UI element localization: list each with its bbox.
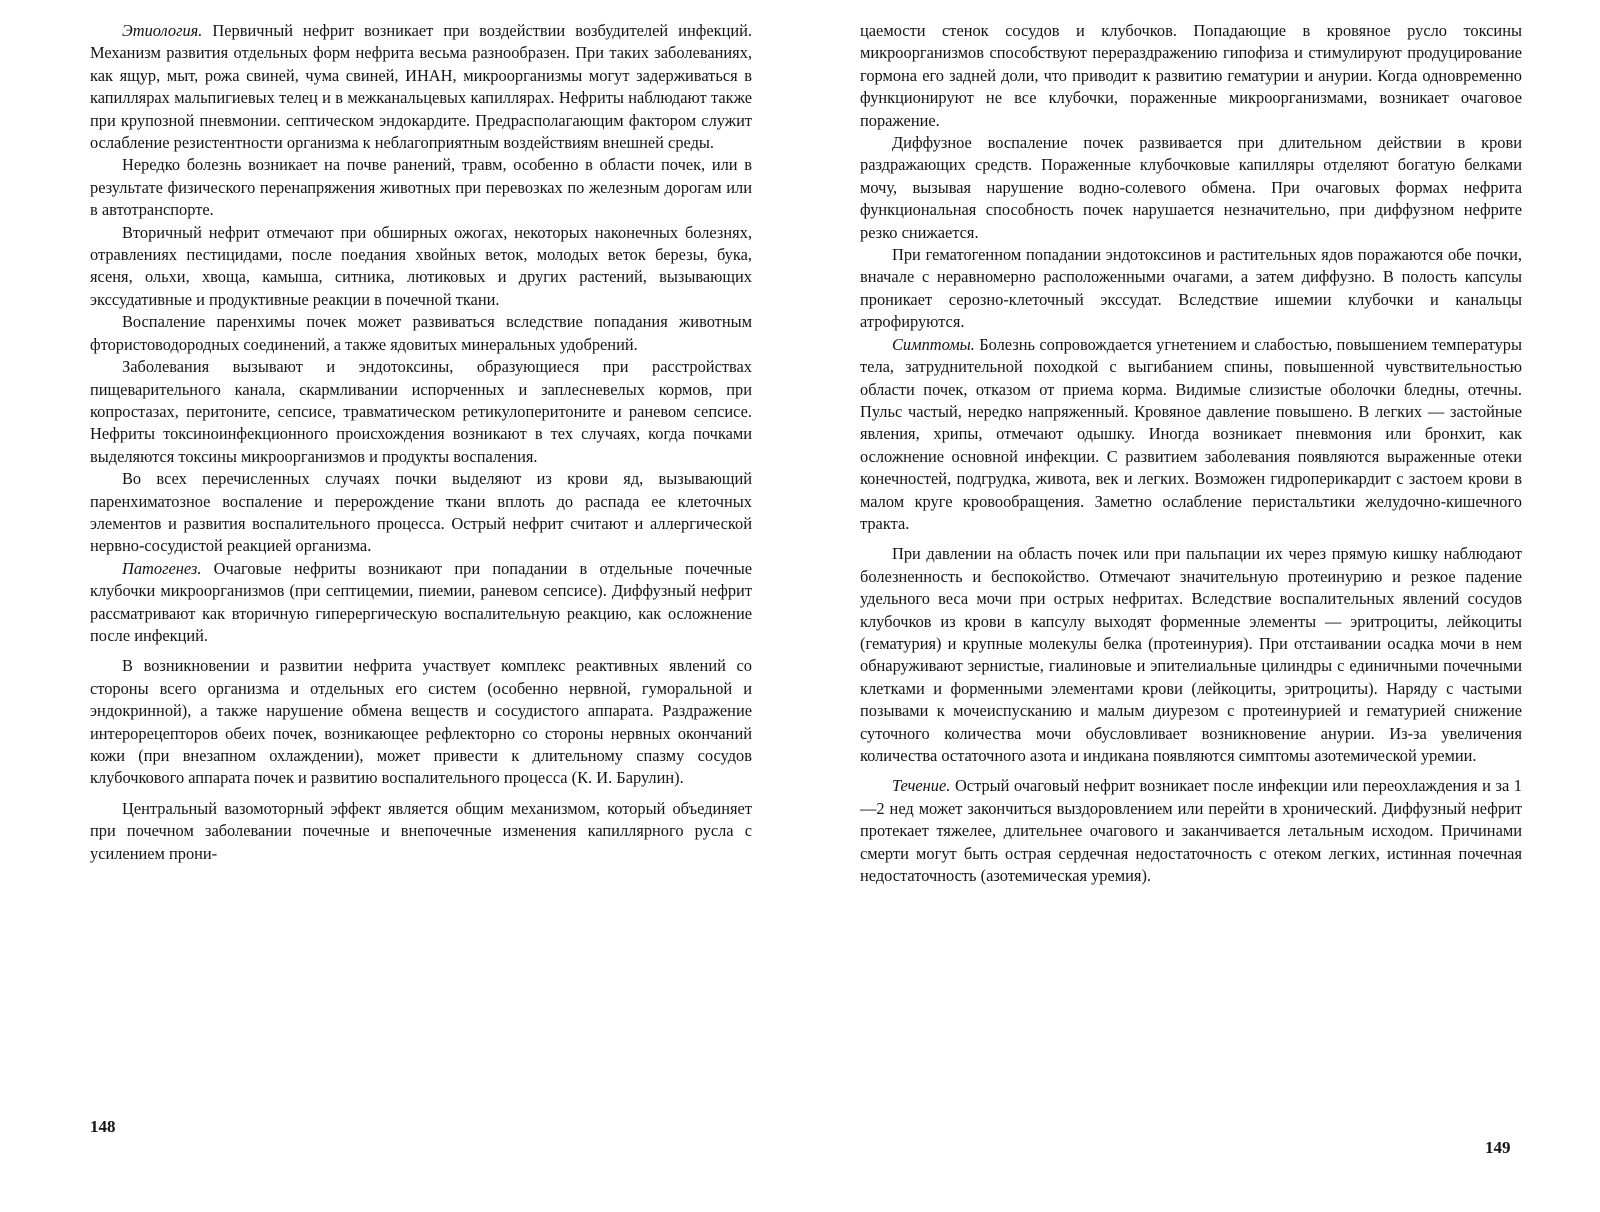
paragraph: Диффузное воспаление почек развивается при длительном действии в крови раздражающих средств. Пораженные клубочковые капилляры отделяют богатую белками мочу, вызывая нарушение водно-солевого обмена. При очаговых формах нефрита функциональная способность почек нарушается незначительно, при диффузном нефрите резко снижается. — [860, 133, 1522, 242]
left-page — [90, 20, 752, 865]
paragraph: Заболевания вызывают и эндотоксины, образующиеся при расстройствах пищеварительного канала, скармливании испорченных и заплесневелых кормов, при копростазах, перитоните, сепсисе, травматическом ретикулоперитоните и раневом сепсисе. Нефриты токсиноинфекционного происхождения возникают в тех случаях, когда почками выделяются токсины микроорганизмов и продукты воспаления. — [90, 357, 752, 466]
paragraph-text: Очаговые нефриты возникают при попадании в отдельные почечные клубочки микроорганизмов (при септицемии, пиемии, раневом сепсисе). Диффузный нефрит рассматривают как вторичную гиперергическую воспалительную реакцию, как осложнение после инфекций. — [90, 558, 752, 645]
paragraph-text: Болезнь сопровождается угнетением и слабостью, повышением температуры тела, затруднительной походкой с выгибанием спины, повышенной чувствительностью области почек, отказом от приема корма. Видимые слизистые оболочки бледны, отечны. Пульс частый, нередко напряженный. Кровяное давление повышено. В легких — застойные явления, хрипы, отмечают одышку. Иногда возникает пневмония или бронхит, как осложнение основной инфекции. С развитием заболевания появляются выраженные отеки конечностей, подгрудка, живота, век и легких. Возможен гидроперикардит с застоем крови в малом круге кровообращения. Заметно ослабление перистальтики желудочно-кишечного тракта. — [860, 334, 1522, 533]
paragraph: В возникновении и развитии нефрита участвует комплекс реактивных явлений со стороны всего организма и отдельных его систем (особенно нервной, гуморальной и эндокринной), а также нарушение обмена веществ и сосудистого аппарата. Раздражение интерорецепторов обеих почек, возникающее рефлекторно со стороны нервных окончаний кожи (при внезапном охлаждении), может привести к длительному спазму сосудов клубочкового аппарата почек и развитию воспалительного процесса (К. И. Барулин). — [90, 656, 752, 788]
section-heading-symptoms: Симптомы. — [892, 334, 975, 354]
page-number-left: 148 — [90, 1117, 116, 1136]
paragraph: При гематогенном попадании эндотоксинов и растительных ядов поражаются обе почки, вначале с неравномерно расположенными очагами, а затем диффузно. В полость капсулы проникает серозно-клеточный экссудат. Вследствие ишемии клубочки и канальцы атрофируются. — [860, 245, 1522, 332]
paragraph-text: Первичный нефрит возникает при воздействии возбудителей инфекций. Механизм развития отдельных форм нефрита весьма разнообразен. При таких заболеваниях, как ящур, мыт, рожа свиней, чума свиней, ИНАН, микроорганизмы могут задерживаться в капиллярах мальпигиевых телец и в межканальцевых капиллярах. Нефриты наблюдают также при крупозной пневмонии. септическом эндокардите. Предрасполагающим фактором служит ослабление резистентности организма к неблагоприятным воздействиям внешней среды. — [90, 21, 752, 153]
section-heading-course: Течение. — [892, 776, 951, 796]
paragraph-text: Острый очаговый нефрит возникает после инфекции или переохлаждения и за 1—2 нед может закончиться выздоровлением или перейти в хронический. Диффузный нефрит протекает тяжелее, длительнее очагового и заканчивается летальным исходом. Причинами смерти могут быть острая сердечная недостаточность с отеком легких, истинная почечная недостаточность (азотемическая уремия). — [860, 776, 1522, 886]
right-page — [860, 20, 1522, 887]
page-number-right: 149 — [1485, 1138, 1511, 1157]
paragraph-pathogenesis — [90, 558, 752, 648]
paragraph: Воспаление паренхимы почек может развиваться вследствие попадания животным фтористоводородных соединений, а также ядовитых минеральных удобрений. — [90, 312, 752, 354]
paragraph: Нередко болезнь возникает на почве ранений, травм, особенно в области почек, или в результате физического перенапряжения животных при перевозках по железным дорогам или в автотранспорте. — [90, 155, 752, 220]
section-heading-etiology: Этиология. — [122, 21, 203, 40]
paragraph-etiology — [90, 20, 752, 154]
paragraph: Во всех перечисленных случаях почки выделяют из крови яд, вызывающий паренхиматозное воспаление и перерождение ткани вплоть до распада ее клеточных элементов и развития воспалительного процесса. Острый нефрит считают и аллергической нервно-сосудистой реакцией организма. — [90, 469, 752, 556]
paragraph: При давлении на область почек или при пальпации их через прямую кишку наблюдают болезненность и беспокойство. Отмечают значительную протеинурию и резкое падение удельного веса мочи при острых нефритах. Вследствие воспалительных явлений сосудов клубочков из крови в капсулу выходят форменные элементы — эритроциты, лейкоциты (гематурия) и крупные молекулы белка (протеинурия). При отстаивании осадка мочи в нем обнаруживают зернистые, гиалиновые и эпителиальные цилиндры с единичными почечными клетками и форменными элементами крови (лейкоциты, эритроциты). Наряду с частыми позывами к мочеиспусканию и малым диурезом с протеинурией и гематурией снижение суточного количества мочи обусловливает возникновение анурии. Из-за увеличения количества остаточного азота и индикана появляются симптомы азотемической уремии. — [860, 544, 1522, 765]
paragraph-continued: цаемости стенок сосудов и клубочков. Попадающие в кровяное русло токсины микроорганизмов способствуют перераздражению гипофиза и стимулируют продуцирование гормона его задней доли, что приводит к развитию гематурии и анурии. Когда одновременно функционируют не все клубочки, пораженные микроорганизмами, возникает очаговое поражение. — [860, 21, 1522, 130]
paragraph-course — [860, 775, 1522, 887]
paragraph-symptoms — [860, 334, 1522, 536]
paragraph: Вторичный нефрит отмечают при обширных ожогах, некоторых наконечных болезнях, отравлениях пестицидами, после поедания хвойных веток, молодых веток березы, бука, ясеня, ольхи, хвоща, камыша, ситника, лютиковых и других растений, вызывающих экссудативные и продуктивные реакции в почечной ткани. — [90, 222, 752, 309]
section-heading-pathogenesis: Патогенез. — [122, 558, 202, 578]
paragraph: Центральный вазомоторный эффект является общим механизмом, который объединяет при почечном заболевании почечные и внепочечные изменения капиллярного русла с усилением прони- — [90, 798, 752, 863]
